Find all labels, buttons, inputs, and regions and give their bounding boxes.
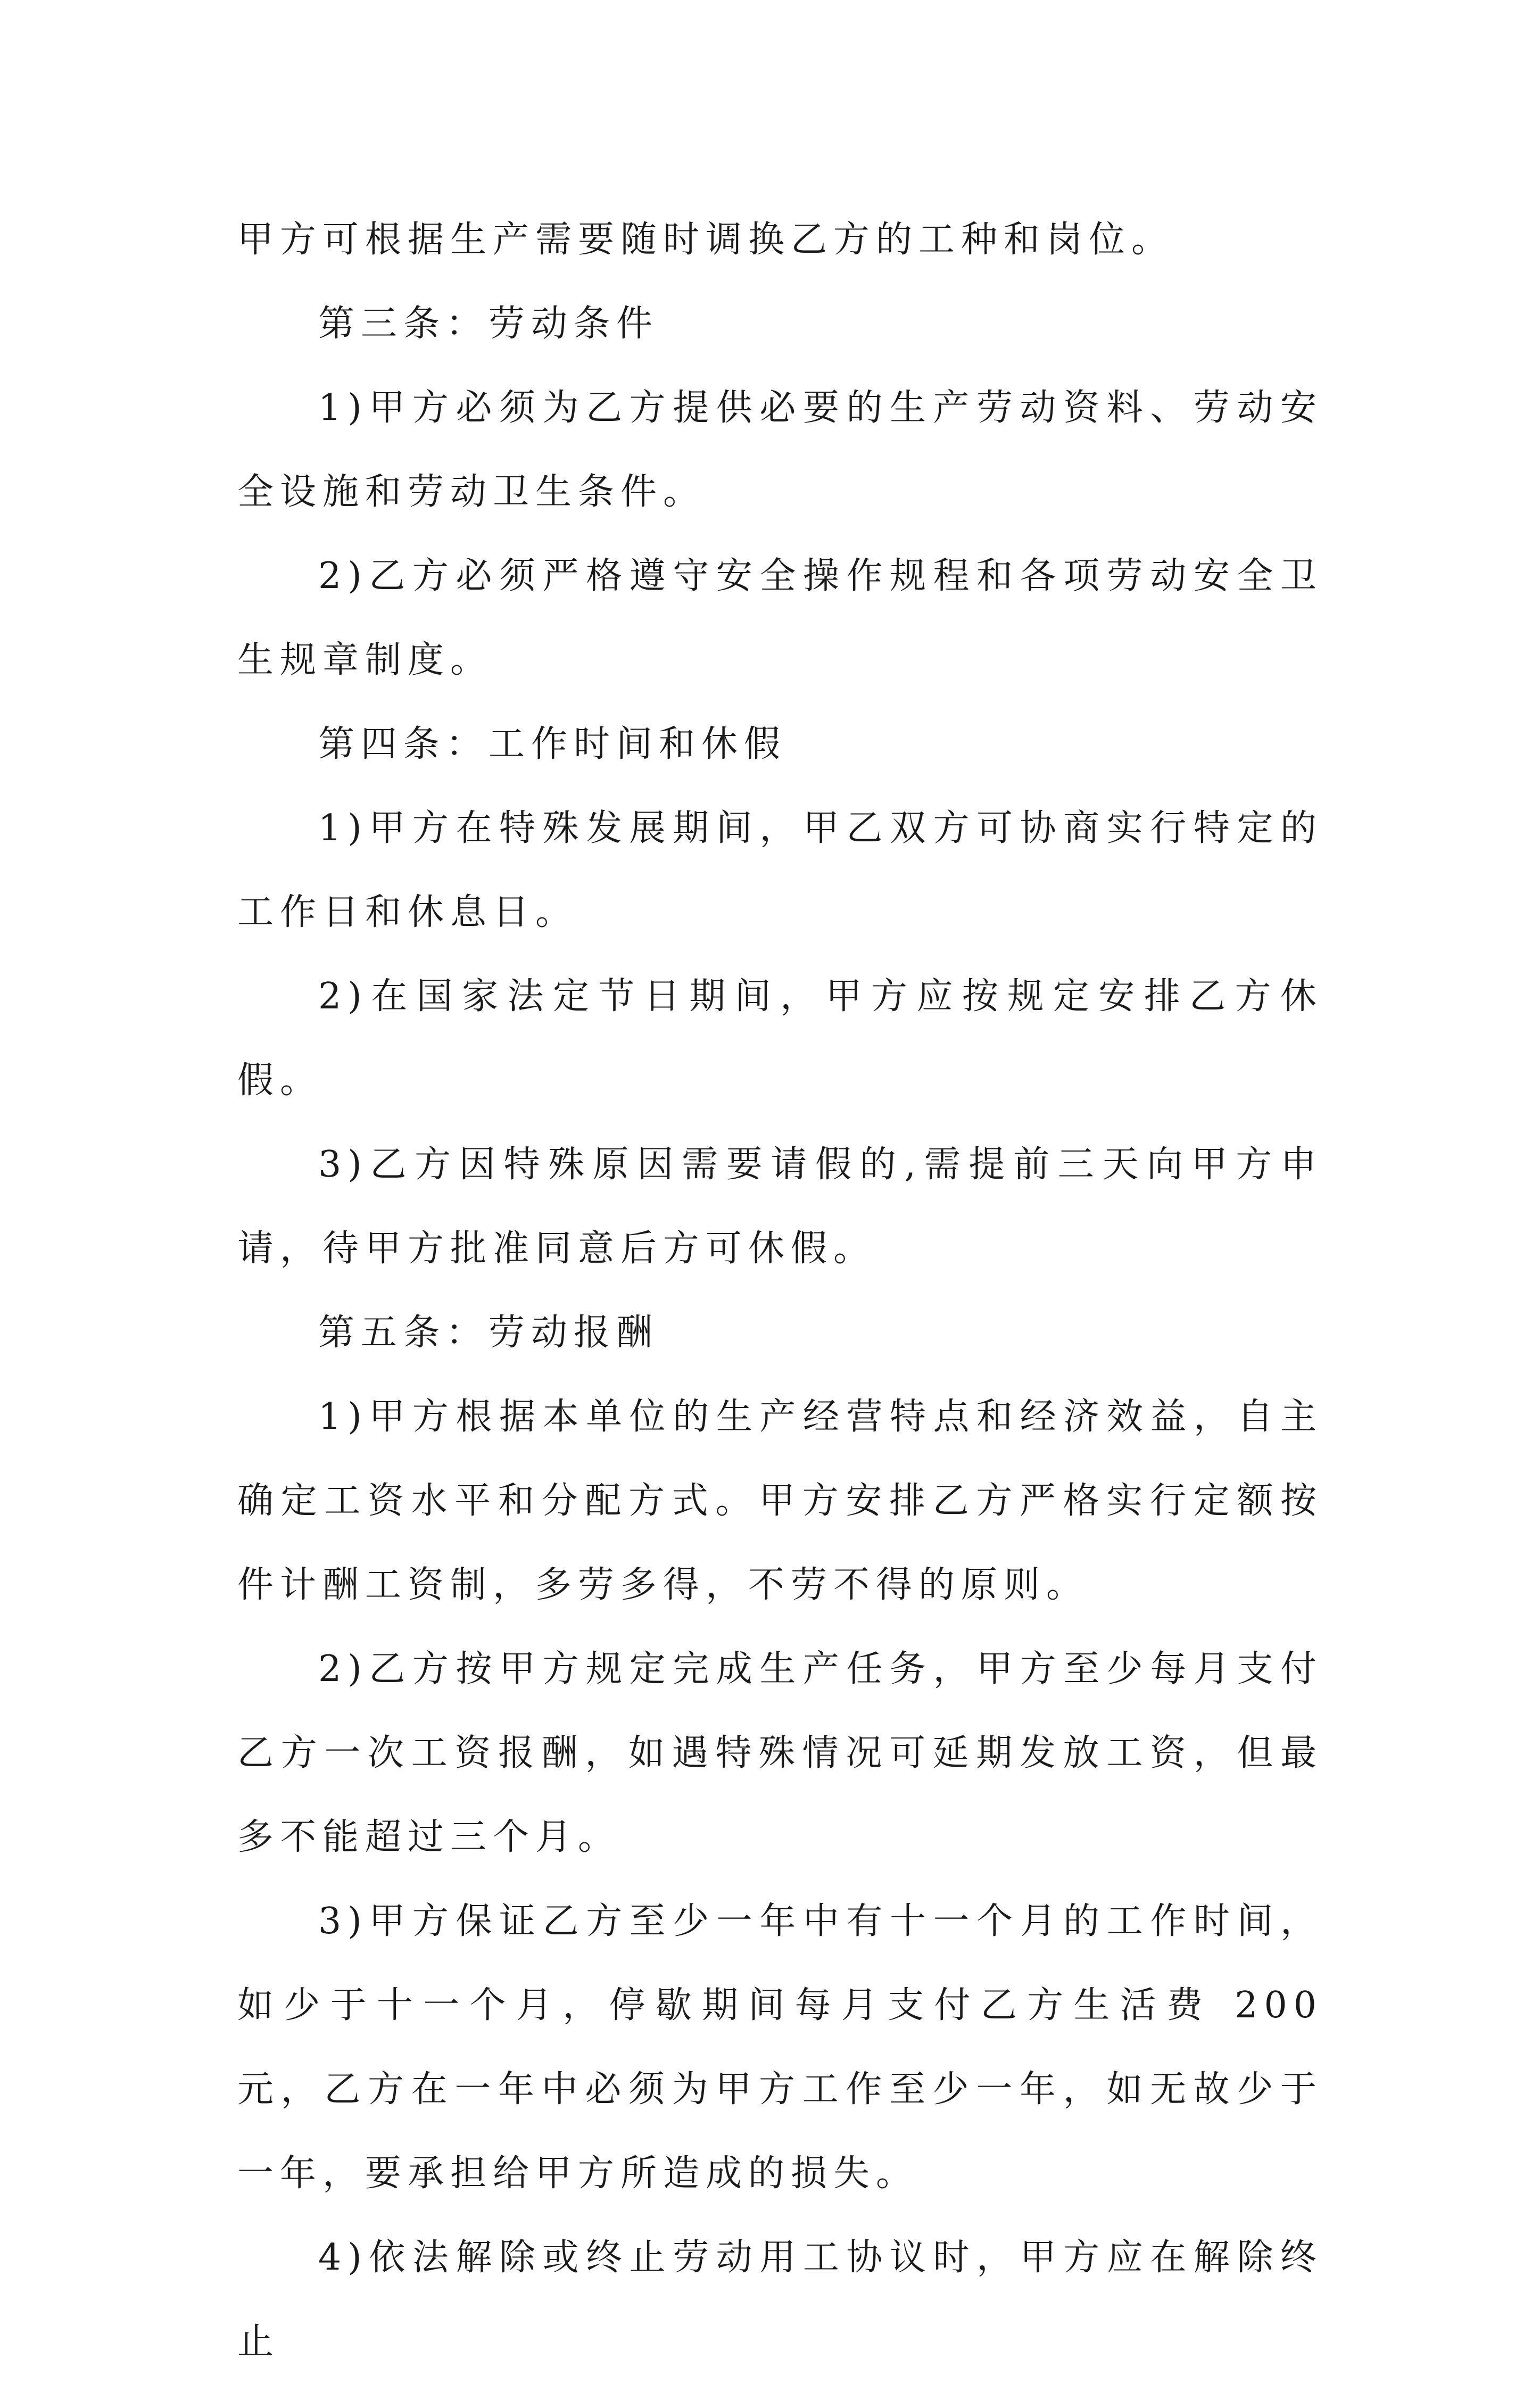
article-4-clause-2: 2)在国家法定节日期间，甲方应按规定安排乙方休假。 — [237, 975, 1323, 1102]
article-5-clause-1: 1)甲方根据本单位的生产经营特点和经济效益，自主确定工资水平和分配方式。甲方安排乙方严格实行定额按件计酬工资制，多劳多得，不劳不得的原则。 — [237, 1396, 1323, 1606]
document-body — [237, 198, 1323, 2384]
article-5-clause-3: 3)甲方保证乙方至少一年中有十一个月的工作时间，如少于十一个月，停歇期间每月支付乙方生活费 200 元，乙方在一年中必须为甲方工作至少一年，如无故少于一年，要承担给甲方所造成的损失。 — [237, 1900, 1323, 2195]
article-4-clause-3: 3)乙方因特殊原因需要请假的,需提前三天向甲方申请，待甲方批准同意后方可休假。 — [237, 1144, 1323, 1270]
article-3-clause-2: 2)乙方必须严格遵守安全操作规程和各项劳动安全卫生规章制度。 — [237, 555, 1323, 681]
article-3-heading: 第三条：劳动条件 — [318, 303, 659, 345]
article-4-heading: 第四条：工作时间和休假 — [318, 723, 787, 765]
article-5-heading: 第五条：劳动报酬 — [318, 1312, 659, 1354]
paragraph-job-adjustment: 甲方可根据生产需要随时调换乙方的工种和岗位。 — [237, 219, 1174, 261]
article-4-clause-1: 1)甲方在特殊发展期间，甲乙双方可协商实行特定的工作日和休息日。 — [237, 807, 1323, 933]
article-5-clause-4: 4)依法解除或终止劳动用工协议时，甲方应在解除终止 — [237, 2237, 1323, 2363]
article-3-clause-1: 1)甲方必须为乙方提供必要的生产劳动资料、劳动安全设施和劳动卫生条件。 — [237, 387, 1323, 513]
article-5-clause-2: 2)乙方按甲方规定完成生产任务，甲方至少每月支付乙方一次工资报酬，如遇特殊情况可延期发放工资，但最多不能超过三个月。 — [237, 1648, 1323, 1858]
